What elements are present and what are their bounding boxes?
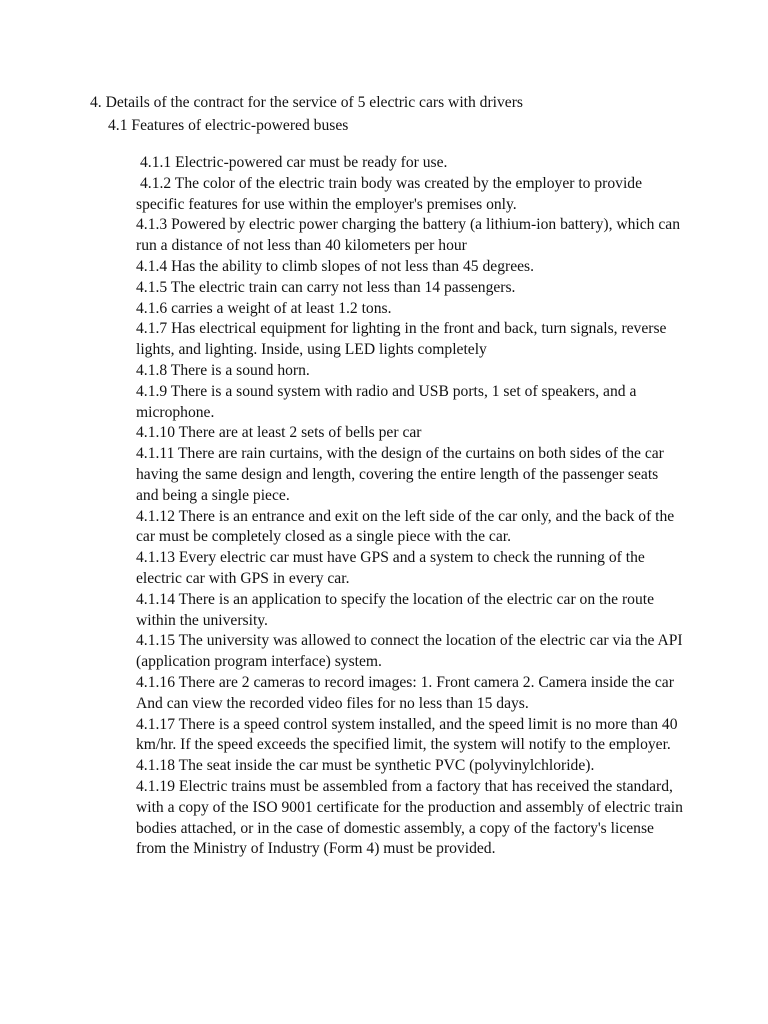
list-item: 4.1.5 The electric train can carry not less than 14 passengers. [136, 278, 516, 296]
list-item: 4.1.13 Every electric car must have GPS and a system to check the running of the electric car with GPS in every car. [136, 549, 645, 587]
list-item: 4.1.14 There is an application to specify the location of the electric car on the route within the university. [136, 590, 655, 629]
list-item: 4.1.3 Powered by electric power charging the battery (a lithium-ion battery), which can run a distance of not less than 40 kilometers per hour [136, 216, 681, 255]
list-item: 4.1.9 There is a sound system with radio and USB ports, 1 set of speakers, and a microphone. [136, 382, 637, 421]
list-item: 4.1.8 There is a sound horn. [136, 361, 310, 379]
list-item: 4.1.17 There is a speed control system installed, and the speed limit is no more than 40 km/hr. If the speed exceeds the specified limit, the system will notify to the employer. [136, 715, 678, 754]
list-item: 4.1.19 Electric trains must be assembled from a factory that has received the standard, with a copy of the ISO 9001 certificate for the production and assembly of electric train bodies attached, or in the case of domestic assembly, a copy of the factory's license from the Ministry of Industry (Form 4) must be provided. [136, 777, 683, 858]
list-item: 4.1.4 Has the ability to climb slopes of not less than 45 degrees. [136, 257, 535, 275]
list-item: 4.1.7 Has electrical equipment for lighting in the front and back, turn signals, reverse lights, and lighting. Inside, using LED lights completely [136, 320, 667, 359]
list-item: 4.1.1 Electric-powered car must be ready for use. [140, 154, 448, 171]
feature-list [136, 153, 684, 860]
section-heading: 4. Details of the contract for the service of 5 electric cars with drivers [90, 94, 523, 111]
list-item: 4.1.6 carries a weight of at least 1.2 tons. [136, 299, 392, 317]
list-item: 4.1.10 There are at least 2 sets of bells per car [136, 424, 422, 442]
subsection-heading: 4.1 Features of electric-powered buses [108, 117, 349, 134]
list-item: 4.1.16 There are 2 cameras to record images: 1. Front camera 2. Camera inside the car And can view the recorded video files for no less than 15 days. [136, 673, 674, 712]
list-item: 4.1.11 There are rain curtains, with the design of the curtains on both sides of the car having the same design and length, covering the entire length of the passenger seats and being a single piece. [136, 445, 664, 504]
list-item: 4.1.15 The university was allowed to connect the location of the electric car via the API (application program interface) system. [136, 632, 683, 671]
list-item: 4.1.2 The color of the electric train body was created by the employer to provide specific features for use within the employer's premises only. [136, 174, 642, 213]
list-item: 4.1.18 The seat inside the car must be synthetic PVC (polyvinylchloride). [136, 757, 595, 775]
list-item: 4.1.12 There is an entrance and exit on the left side of the car only, and the back of the car must be completely closed as a single piece with the car. [136, 507, 675, 546]
